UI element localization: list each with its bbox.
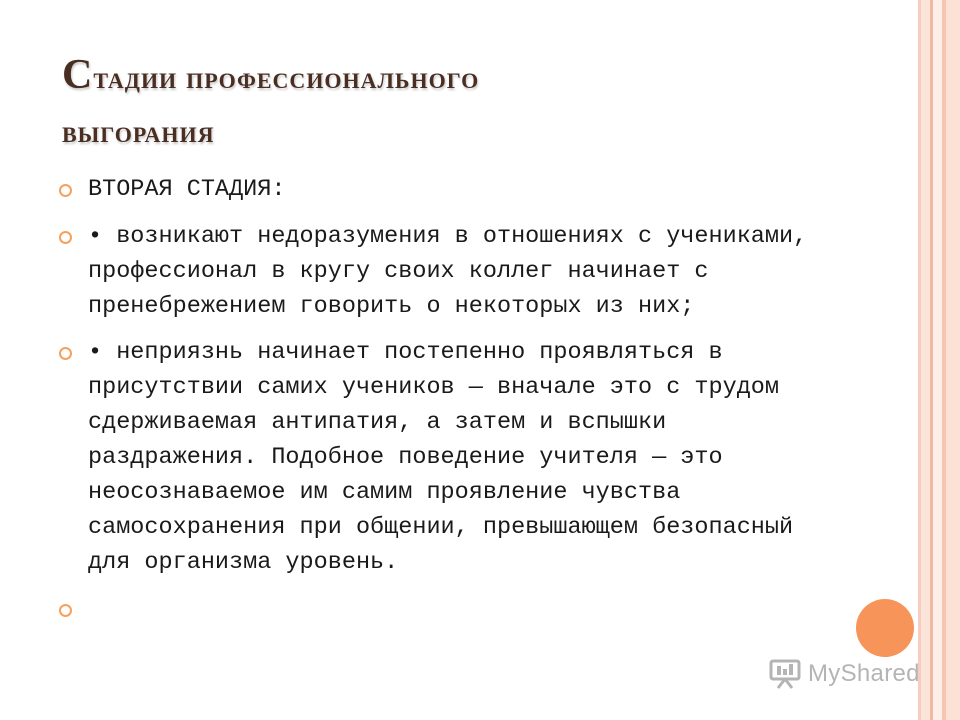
bullet-list <box>58 172 828 627</box>
decorative-orange-circle <box>856 599 914 657</box>
watermark-text: MyShared <box>808 660 920 687</box>
decorative-right-border <box>916 0 960 720</box>
title-initial-letter: С <box>62 52 94 98</box>
circle-bullet-icon <box>59 231 72 244</box>
myshared-watermark <box>768 658 920 690</box>
list-item-text: • возникают недоразумения в отношениях с учениками, профессионал в кругу своих коллег начинает с пренебрежением говорить о некоторых из них; <box>88 223 808 320</box>
list-item-text: • неприязнь начинает постепенно проявляться в присутствии самих учеников — вначале это с трудом сдерживаемая антипатия, а затем и вспышки раздражения. Подобное поведение учителя — это неосознаваемое им самим проявление чувства самосохранения при общении, превышающем безопасный для организма уровень. <box>88 339 794 576</box>
presentation-board-icon <box>768 658 802 690</box>
circle-bullet-icon <box>59 604 72 617</box>
title-line-1: Стадии профессионального <box>62 52 480 98</box>
list-item <box>58 172 828 207</box>
list-item <box>58 592 828 627</box>
circle-bullet-icon <box>59 184 72 197</box>
title-line-2: выгорания <box>62 113 215 149</box>
circle-bullet-icon <box>59 347 72 360</box>
list-item <box>58 219 828 324</box>
slide-title <box>62 48 862 158</box>
list-item-text: ВТОРАЯ СТАДИЯ: <box>88 176 286 203</box>
list-item <box>58 335 828 580</box>
